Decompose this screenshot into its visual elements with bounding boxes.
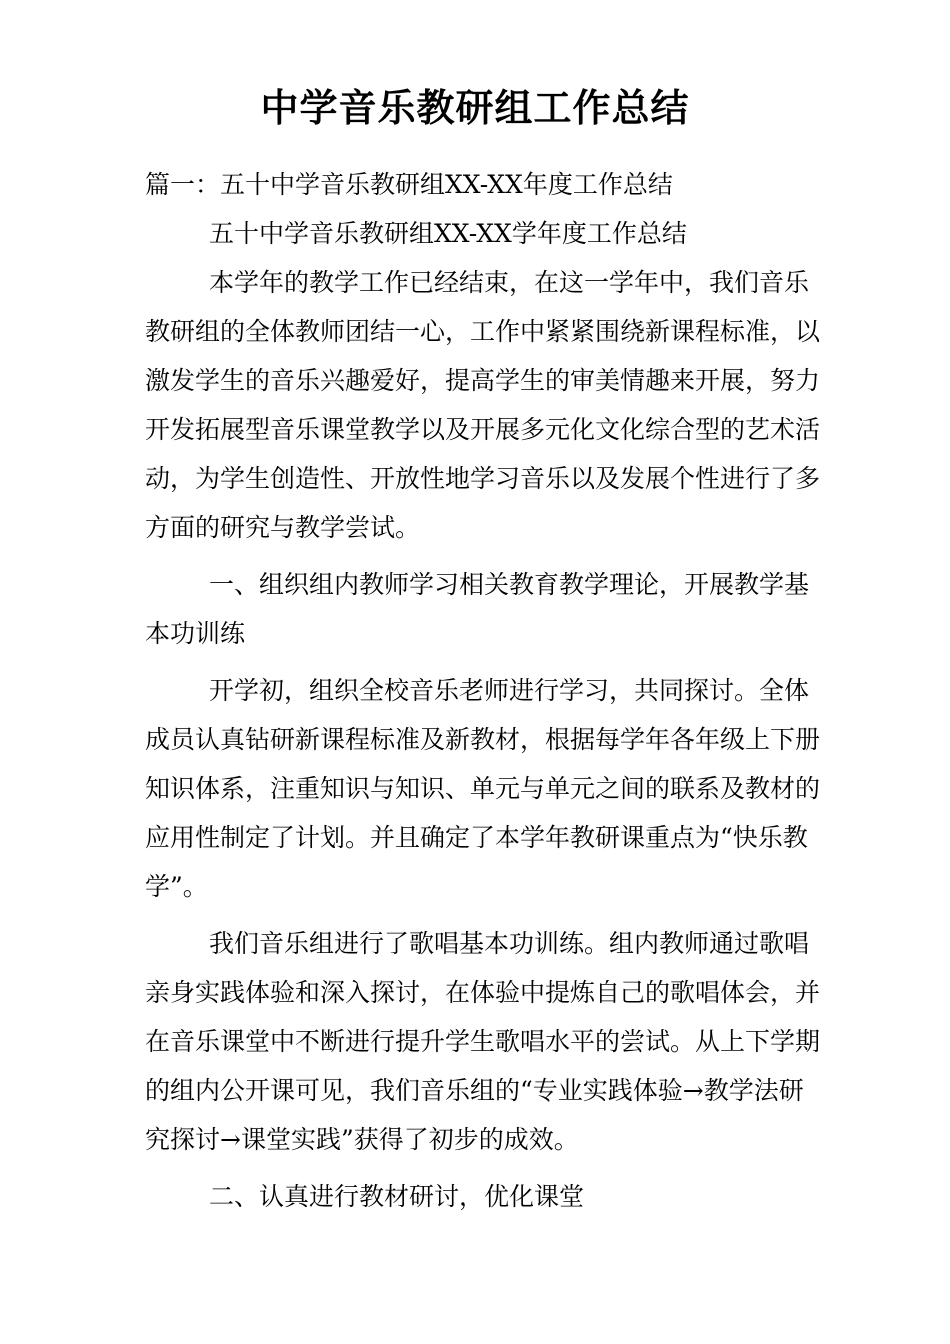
section-heading-1: 一、组织组内教师学习相关教育教学理论，开展教学基本功训练 — [145, 570, 810, 648]
paragraph-study: 开学初，组织全校音乐老师进行学习，共同探讨。全体成员认真钻研新课程标准及新教材，根据每学年各年级上下册知识体系，注重知识与知识、单元与单元之间的联系及教材的应用性制定了计划。并且确定了本学年教研课重点为“快乐教学”。 — [145, 676, 821, 901]
section-heading-2: 二、认真进行教材研讨，优化课堂 — [209, 1182, 585, 1211]
article-heading: 篇一：五十中学音乐教研组XX-XX年度工作总结 — [145, 170, 673, 199]
article-subtitle: 五十中学音乐教研组XX-XX学年度工作总结 — [209, 219, 687, 248]
document-body — [145, 160, 825, 1221]
document-title: 中学音乐教研组工作总结 — [260, 86, 690, 130]
paragraph-intro: 本学年的教学工作已经结束，在这一学年中，我们音乐教研组的全体教师团结一心，工作中紧紧围绕新课程标准，以激发学生的音乐兴趣爱好，提高学生的审美情趣来开展，努力开发拓展型音乐课堂教学以及开展多元化文化综合型的艺术活动，为学生创造性、开放性地学习音乐以及发展个性进行了多方面的研究与教学尝试。 — [145, 268, 821, 542]
paragraph-singing: 我们音乐组进行了歌唱基本功训练。组内教师通过歌唱亲身实践体验和深入探讨，在体验中提炼自己的歌唱体会，并在音乐课堂中不断进行提升学生歌唱水平的尝试。从上下学期的组内公开课可见，我们音乐组的“专业实践体验→教学法研究探讨→课堂实践”获得了初步的成效。 — [145, 929, 821, 1154]
